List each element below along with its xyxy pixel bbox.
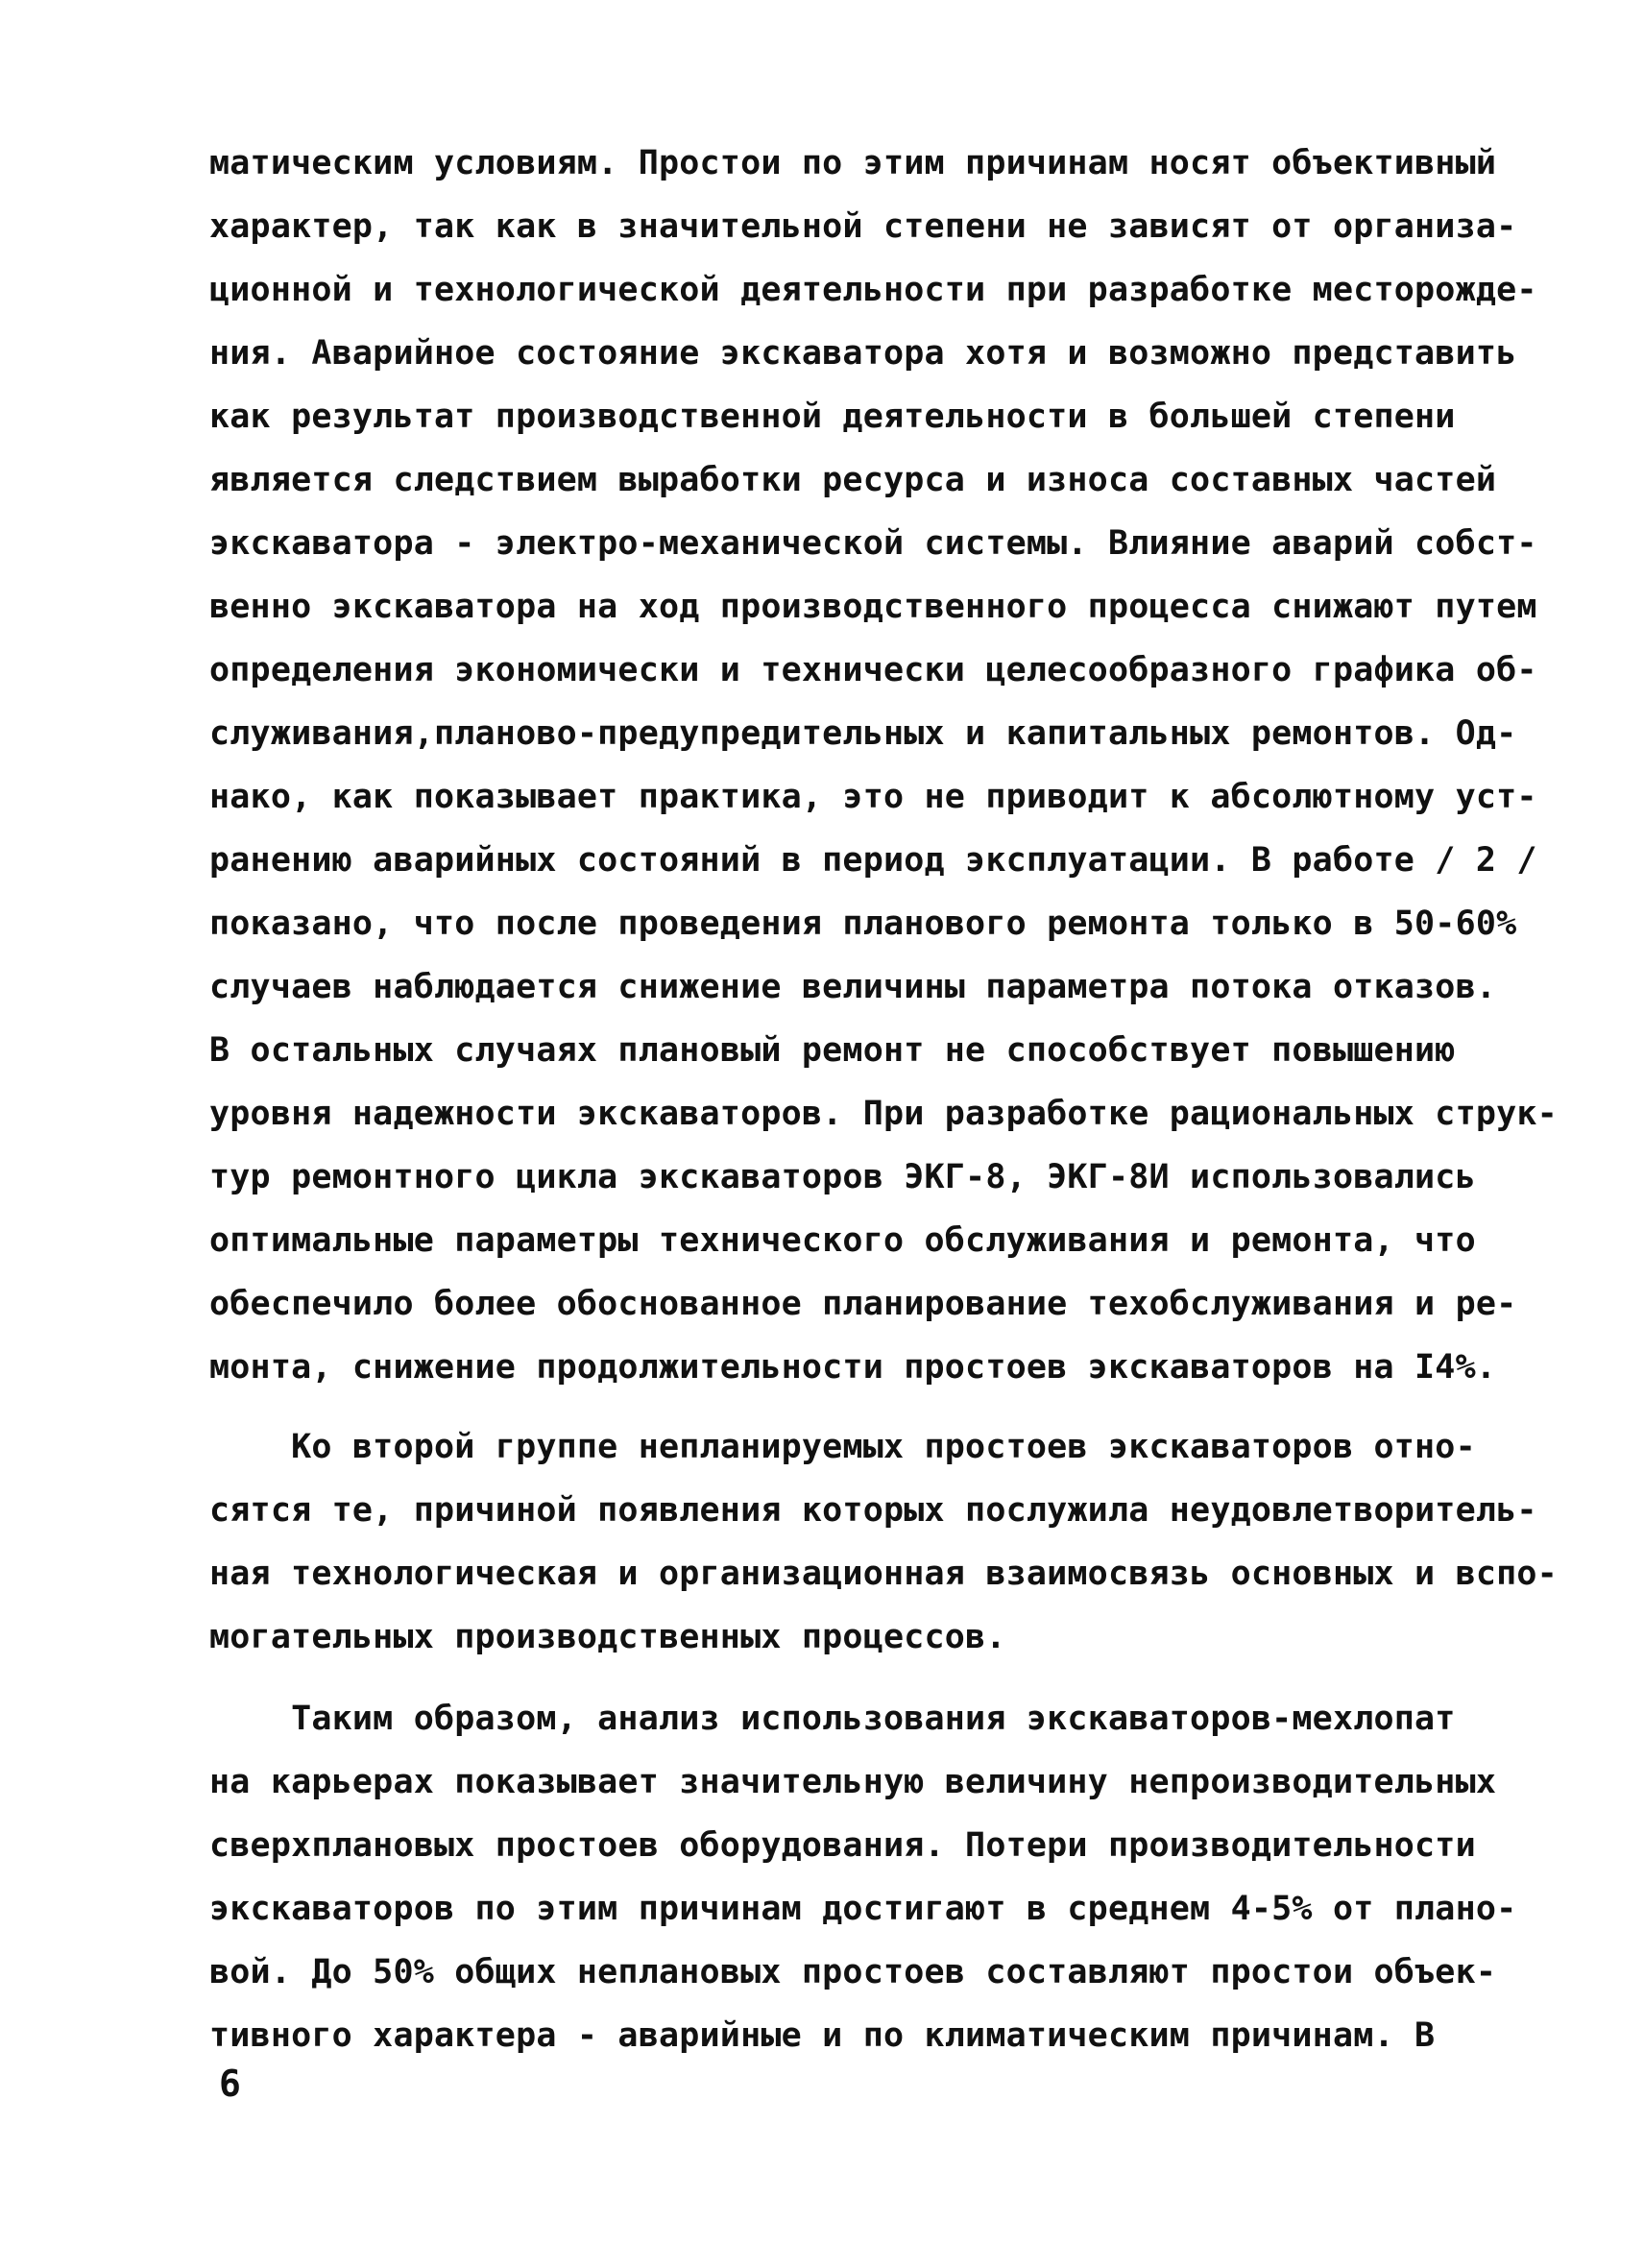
text-line: на карьерах показывает значительную величину непроизводительных (209, 1763, 1497, 1801)
text-line: показано, что после проведения планового ремонта только в 50-60% (209, 905, 1517, 943)
text-line: обеспечило более обоснованное планирование техобслуживания и ре- (209, 1285, 1517, 1323)
page-number: 6 (219, 2063, 241, 2105)
text-line: случаев наблюдается снижение величины параметра потока отказов. (209, 968, 1497, 1006)
text-line: Таким образом, анализ использования экскаваторов-мехлопат (209, 1700, 1456, 1738)
text-line: характер, так как в значительной степени не зависят от организа- (209, 207, 1517, 246)
text-line: определения экономически и технически целесообразного графика об- (209, 651, 1537, 689)
text-line: как результат производственной деятельности в большей степени (209, 398, 1456, 436)
text-line: ная технологическая и организационная взаимосвязь основных и вспо- (209, 1555, 1558, 1593)
text-line: вой. До 50% общих неплановых простоев составляют простои объек- (209, 1953, 1497, 1991)
text-line: ранению аварийных состояний в период эксплуатации. В работе / 2 / (209, 841, 1537, 880)
text-line: тур ремонтного цикла экскаваторов ЭКГ-8, ЭКГ-8И использовались (209, 1158, 1476, 1196)
text-line: могательных производственных процессов. (209, 1618, 1006, 1656)
text-line: сятся те, причиной появления которых послужила неудовлетворитель- (209, 1491, 1537, 1530)
text-line: венно экскаватора на ход производственного процесса снижают путем (209, 588, 1537, 626)
text-line: нако, как показывает практика, это не приводит к абсолютному уст- (209, 778, 1537, 816)
text-line: ционной и технологической деятельности при разработке месторожде- (209, 271, 1537, 309)
text-line: тивного характера - аварийные и по климатическим причинам. В (209, 2016, 1436, 2055)
text-line: сверхплановых простоев оборудования. Потери производительности (209, 1826, 1476, 1865)
text-line: служивания,планово-предупредительных и капитальных ремонтов. Од- (209, 714, 1517, 753)
text-line: экскаватора - электро-механической системы. Влияние аварий собст- (209, 524, 1537, 563)
text-line: ния. Аварийное состояние экскаватора хотя и возможно представить (209, 334, 1517, 373)
text-line: монта, снижение продолжительности простоев экскаваторов на I4%. (209, 1348, 1497, 1387)
text-line: Ко второй группе непланируемых простоев экскаваторов отно- (209, 1428, 1476, 1466)
text-line: является следствием выработки ресурса и износа составных частей (209, 461, 1497, 499)
text-line: В остальных случаях плановый ремонт не способствует повышению (209, 1031, 1456, 1070)
text-line: матическим условиям. Простои по этим причинам носят объективный (209, 144, 1497, 182)
text-line: уровня надежности экскаваторов. При разработке рациональных струк- (209, 1095, 1558, 1133)
text-line: оптимальные параметры технического обслуживания и ремонта, что (209, 1221, 1476, 1260)
text-line: экскаваторов по этим причинам достигают в среднем 4-5% от плано- (209, 1890, 1517, 1928)
